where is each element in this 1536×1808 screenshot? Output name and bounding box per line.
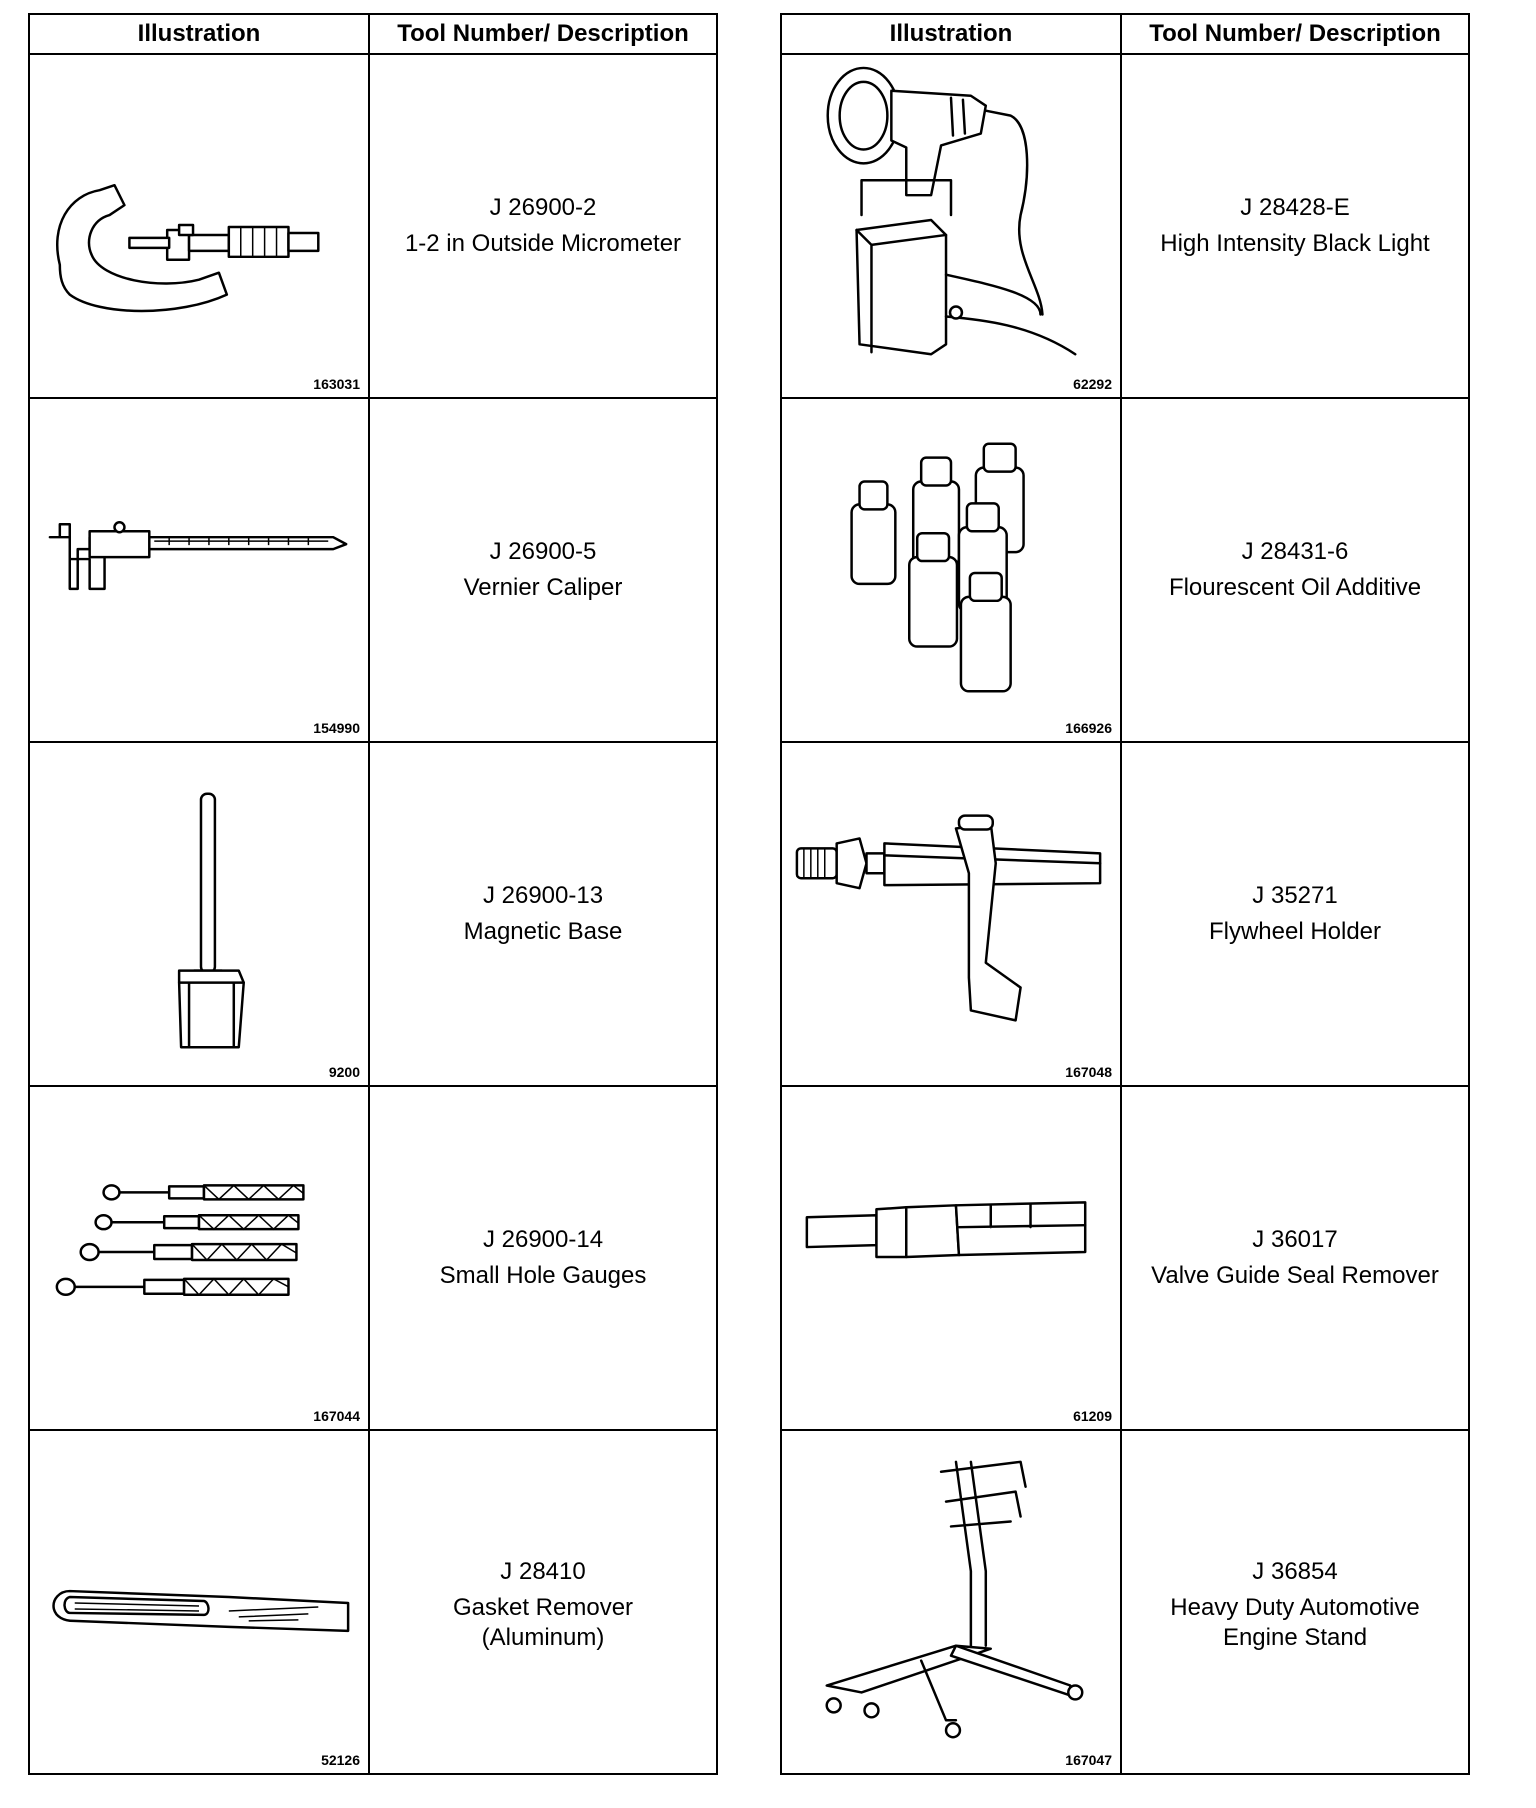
illustration-cell (29, 1086, 369, 1430)
tool-description-line2: (Aluminum) (481, 1624, 605, 1651)
tool-description: Flywheel Holder (1208, 918, 1382, 945)
tool-description: Small Hole Gauges (439, 1262, 647, 1289)
tool-description: Valve Guide Seal Remover (1151, 1262, 1439, 1289)
illustration-column-header: Illustration (29, 14, 369, 54)
tool-number: J 26900-13 (482, 882, 604, 909)
illustration-cell (781, 1430, 1121, 1774)
tool-description: 1-2 in Outside Micrometer (404, 230, 682, 257)
tool-description-cell (1121, 398, 1469, 742)
table-row (29, 54, 717, 398)
figure-number: 154990 (313, 720, 360, 736)
figure-number: 62292 (1073, 376, 1112, 392)
illustration-column-header: Illustration (781, 14, 1121, 54)
illustration-cell (781, 742, 1121, 1086)
tool-description-cell (369, 742, 717, 1086)
tool-description-column-header: Tool Number/ Description (369, 14, 717, 54)
tool-description-cell (369, 1086, 717, 1430)
black-light-icon (782, 55, 1120, 397)
tool-description: Heavy Duty Automotive (1170, 1594, 1420, 1621)
figure-number: 52126 (321, 1752, 360, 1768)
table-header-row (781, 14, 1469, 54)
table-row (781, 54, 1469, 398)
tool-description-cell (1121, 1086, 1469, 1430)
figure-number: 167047 (1065, 1752, 1112, 1768)
tool-number: J 26900-5 (489, 538, 597, 565)
figure-number: 166926 (1065, 720, 1112, 736)
tool-description: High Intensity Black Light (1160, 230, 1430, 257)
tool-description-cell (1121, 742, 1469, 1086)
illustration-cell (29, 398, 369, 742)
hole-gauges-icon (30, 1087, 368, 1429)
caliper-icon (30, 399, 368, 741)
gasket-remover-icon (30, 1431, 368, 1773)
figure-number: 167048 (1065, 1064, 1112, 1080)
magnetic-base-icon (30, 743, 368, 1085)
tool-number: J 26900-14 (482, 1226, 604, 1253)
figure-number: 9200 (328, 1064, 360, 1080)
figure-number: 61209 (1073, 1408, 1112, 1424)
micrometer-icon (30, 55, 368, 397)
tool-number: J 28428-E (1240, 194, 1350, 221)
tool-description: Vernier Caliper (463, 574, 623, 601)
tool-description-column-header: Tool Number/ Description (1121, 14, 1469, 54)
table-row (781, 742, 1469, 1086)
table-row (781, 1086, 1469, 1430)
tool-description-cell (1121, 54, 1469, 398)
tool-description-cell (369, 1430, 717, 1774)
table-row (29, 1430, 717, 1774)
table-header-row (29, 14, 717, 54)
tool-description-line2: Engine Stand (1222, 1624, 1368, 1651)
engine-stand-icon (782, 1431, 1120, 1773)
illustration-cell (781, 398, 1121, 742)
special-tools-table-left (28, 13, 718, 1775)
figure-number: 167044 (313, 1408, 360, 1424)
tool-description-cell (369, 54, 717, 398)
tool-description: Gasket Remover (452, 1594, 634, 1621)
tool-number: J 28431-6 (1241, 538, 1349, 565)
figure-number: 163031 (313, 376, 360, 392)
illustration-cell (29, 54, 369, 398)
tool-description-cell (369, 398, 717, 742)
oil-bottles-icon (782, 399, 1120, 741)
table-row (781, 398, 1469, 742)
illustration-cell (29, 1430, 369, 1774)
table-row (29, 398, 717, 742)
tool-number: J 36854 (1252, 1558, 1338, 1585)
tool-description: Flourescent Oil Additive (1168, 574, 1422, 601)
illustration-cell (29, 742, 369, 1086)
table-row (29, 1086, 717, 1430)
tool-number: J 35271 (1252, 882, 1338, 909)
tool-number: J 36017 (1252, 1226, 1338, 1253)
tool-description-cell (1121, 1430, 1469, 1774)
table-row (781, 1430, 1469, 1774)
flywheel-holder-icon (782, 743, 1120, 1085)
tool-number: J 28410 (500, 1558, 586, 1585)
illustration-cell (781, 54, 1121, 398)
tool-description: Magnetic Base (463, 918, 623, 945)
special-tools-table-right (780, 13, 1470, 1775)
seal-remover-icon (782, 1087, 1120, 1429)
table-row (29, 742, 717, 1086)
tool-number: J 26900-2 (489, 194, 597, 221)
illustration-cell (781, 1086, 1121, 1430)
